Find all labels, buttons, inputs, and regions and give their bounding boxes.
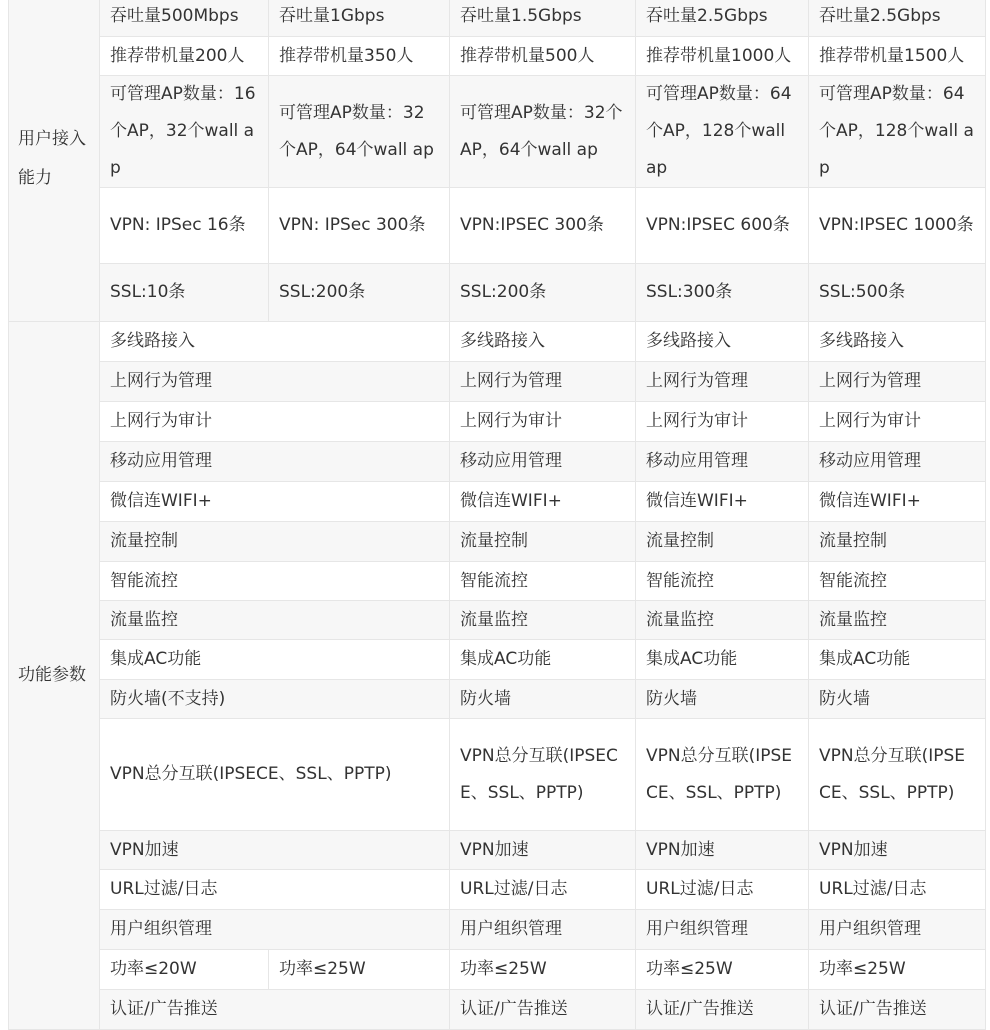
table-row bbox=[9, 831, 986, 870]
table-cell: 推荐带机量500人 bbox=[450, 37, 636, 76]
table-cell: URL过滤/日志 bbox=[809, 870, 986, 910]
table-cell: 上网行为审计 bbox=[450, 402, 636, 442]
table-cell: 微信连WIFI+ bbox=[636, 482, 809, 522]
table-cell: 可管理AP数量：32个AP，64个wall ap bbox=[450, 76, 636, 188]
table-cell: 移动应用管理 bbox=[450, 442, 636, 482]
table-cell: 防火墙 bbox=[450, 680, 636, 719]
table-cell: 多线路接入 bbox=[809, 322, 986, 362]
table-cell: 认证/广告推送 bbox=[809, 990, 986, 1030]
table-cell: 上网行为审计 bbox=[100, 402, 450, 442]
table-row bbox=[9, 188, 986, 264]
table-row bbox=[9, 990, 986, 1030]
table-cell: 上网行为审计 bbox=[809, 402, 986, 442]
table-cell: 防火墙(不支持) bbox=[100, 680, 450, 719]
table-cell: 流量控制 bbox=[809, 522, 986, 562]
table-cell: 吞吐量500Mbps bbox=[100, 0, 269, 37]
table-cell: VPN总分互联(IPSECE、SSL、PPTP) bbox=[809, 719, 986, 831]
table-cell: 上网行为管理 bbox=[809, 362, 986, 402]
table-cell: 推荐带机量1000人 bbox=[636, 37, 809, 76]
table-row bbox=[9, 37, 986, 76]
table-cell: 微信连WIFI+ bbox=[450, 482, 636, 522]
table-cell: 集成AC功能 bbox=[450, 640, 636, 680]
table-cell: 吞吐量2.5Gbps bbox=[636, 0, 809, 37]
table-cell: 移动应用管理 bbox=[809, 442, 986, 482]
table-cell: VPN: IPSec 300条 bbox=[269, 188, 450, 264]
table-cell: SSL:10条 bbox=[100, 264, 269, 322]
table-row bbox=[9, 870, 986, 910]
table-cell: VPN加速 bbox=[809, 831, 986, 870]
table-cell: 推荐带机量1500人 bbox=[809, 37, 986, 76]
table-cell: 推荐带机量200人 bbox=[100, 37, 269, 76]
table-cell: 多线路接入 bbox=[100, 322, 450, 362]
table-row bbox=[9, 482, 986, 522]
table-row bbox=[9, 402, 986, 442]
table-cell: 认证/广告推送 bbox=[450, 990, 636, 1030]
table-cell: 防火墙 bbox=[809, 680, 986, 719]
table-cell: 用户组织管理 bbox=[809, 910, 986, 950]
table-cell: 移动应用管理 bbox=[100, 442, 450, 482]
table-cell: 可管理AP数量：16个AP，32个wall ap bbox=[100, 76, 269, 188]
table-cell: 上网行为管理 bbox=[636, 362, 809, 402]
table-row bbox=[9, 322, 986, 362]
table-cell: SSL:200条 bbox=[450, 264, 636, 322]
table-cell: 移动应用管理 bbox=[636, 442, 809, 482]
table-cell: 功率≤25W bbox=[450, 950, 636, 990]
table-row bbox=[9, 910, 986, 950]
table-cell: 流量控制 bbox=[636, 522, 809, 562]
table-cell: 流量控制 bbox=[100, 522, 450, 562]
table-row bbox=[9, 522, 986, 562]
table-cell: VPN:IPSEC 300条 bbox=[450, 188, 636, 264]
table-row bbox=[9, 562, 986, 601]
table-cell: 防火墙 bbox=[636, 680, 809, 719]
table-row bbox=[9, 76, 986, 188]
group-label-user-access: 用户接入能力 bbox=[9, 0, 100, 322]
table-cell: VPN: IPSec 16条 bbox=[100, 188, 269, 264]
table-cell: 流量控制 bbox=[450, 522, 636, 562]
table-row bbox=[9, 362, 986, 402]
group-label-functions: 功能参数 bbox=[9, 322, 100, 1030]
table-cell: 功率≤25W bbox=[809, 950, 986, 990]
table-cell: 用户组织管理 bbox=[100, 910, 450, 950]
table-row bbox=[9, 640, 986, 680]
table-cell: URL过滤/日志 bbox=[450, 870, 636, 910]
table-row bbox=[9, 719, 986, 831]
table-cell: 智能流控 bbox=[809, 562, 986, 601]
table-row bbox=[9, 680, 986, 719]
table-cell: VPN总分互联(IPSECE、SSL、PPTP) bbox=[100, 719, 450, 831]
table-cell: 认证/广告推送 bbox=[100, 990, 450, 1030]
spec-table bbox=[8, 0, 986, 1030]
table-cell: URL过滤/日志 bbox=[636, 870, 809, 910]
table-row bbox=[9, 601, 986, 640]
table-cell: 智能流控 bbox=[450, 562, 636, 601]
table-cell: 功率≤25W bbox=[636, 950, 809, 990]
table-cell: 功率≤25W bbox=[269, 950, 450, 990]
table-cell: 上网行为审计 bbox=[636, 402, 809, 442]
table-cell: 可管理AP数量：32个AP，64个wall ap bbox=[269, 76, 450, 188]
table-cell: 上网行为管理 bbox=[450, 362, 636, 402]
table-cell: 微信连WIFI+ bbox=[100, 482, 450, 522]
table-cell: VPN总分互联(IPSECE、SSL、PPTP) bbox=[636, 719, 809, 831]
table-cell: 微信连WIFI+ bbox=[809, 482, 986, 522]
table-cell: 集成AC功能 bbox=[809, 640, 986, 680]
table-row bbox=[9, 950, 986, 990]
table-cell: 可管理AP数量：64个AP，128个wall ap bbox=[636, 76, 809, 188]
table-cell: 吞吐量2.5Gbps bbox=[809, 0, 986, 37]
table-cell: 流量监控 bbox=[100, 601, 450, 640]
table-cell: 吞吐量1.5Gbps bbox=[450, 0, 636, 37]
table-cell: 用户组织管理 bbox=[450, 910, 636, 950]
table-cell: 推荐带机量350人 bbox=[269, 37, 450, 76]
table-cell: 智能流控 bbox=[636, 562, 809, 601]
table-cell: 认证/广告推送 bbox=[636, 990, 809, 1030]
table-cell: VPN加速 bbox=[636, 831, 809, 870]
table-row bbox=[9, 442, 986, 482]
table-cell: VPN:IPSEC 600条 bbox=[636, 188, 809, 264]
table-cell: VPN:IPSEC 1000条 bbox=[809, 188, 986, 264]
table-cell: VPN总分互联(IPSECE、SSL、PPTP) bbox=[450, 719, 636, 831]
table-cell: 功率≤20W bbox=[100, 950, 269, 990]
table-cell: 流量监控 bbox=[450, 601, 636, 640]
table-cell: VPN加速 bbox=[100, 831, 450, 870]
table-cell: 流量监控 bbox=[636, 601, 809, 640]
table-cell: 可管理AP数量：64个AP，128个wall ap bbox=[809, 76, 986, 188]
table-cell: SSL:200条 bbox=[269, 264, 450, 322]
table-cell: SSL:300条 bbox=[636, 264, 809, 322]
table-cell: 吞吐量1Gbps bbox=[269, 0, 450, 37]
table-cell: 流量监控 bbox=[809, 601, 986, 640]
table-row bbox=[9, 264, 986, 322]
table-cell: 集成AC功能 bbox=[636, 640, 809, 680]
table-cell: 多线路接入 bbox=[450, 322, 636, 362]
table-cell: 上网行为管理 bbox=[100, 362, 450, 402]
table-cell: VPN加速 bbox=[450, 831, 636, 870]
table-cell: SSL:500条 bbox=[809, 264, 986, 322]
table-cell: 集成AC功能 bbox=[100, 640, 450, 680]
table-cell: URL过滤/日志 bbox=[100, 870, 450, 910]
table-row bbox=[9, 0, 986, 37]
table-cell: 用户组织管理 bbox=[636, 910, 809, 950]
table-cell: 多线路接入 bbox=[636, 322, 809, 362]
table-cell: 智能流控 bbox=[100, 562, 450, 601]
